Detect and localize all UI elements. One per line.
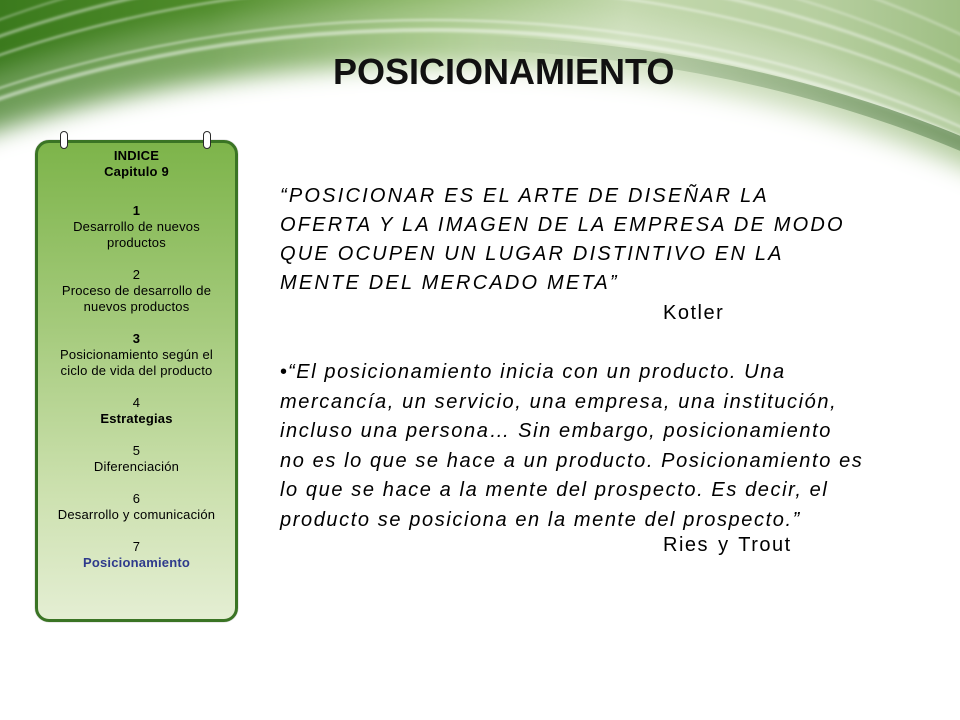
index-chapter: Capitulo 9 <box>104 164 169 179</box>
index-item-number: 7 <box>132 539 141 554</box>
index-item-number: 4 <box>132 395 141 410</box>
quote-line: producto se posiciona en la mente del prospecto.” <box>280 508 801 531</box>
kotler-quote <box>280 182 845 298</box>
index-item-7 <box>44 539 229 571</box>
quote-line: QUE OCUPEN UN LUGAR DISTINTIVO EN LA <box>280 243 784 265</box>
index-item-label: Posicionamiento según el ciclo de vida del producto <box>60 347 213 378</box>
binder-ring-right <box>203 131 211 149</box>
index-item-label: Estrategias <box>100 411 173 426</box>
quote-author-kotler: Kotler <box>663 302 725 324</box>
quote-line: lo que se hace a la mente del prospecto. Es decir, el <box>280 479 829 501</box>
index-item-number: 1 <box>132 203 141 218</box>
index-item-5 <box>44 443 229 475</box>
quote-line: OFERTA Y LA IMAGEN DE LA EMPRESA DE MODO <box>280 214 845 236</box>
quote-line: incluso una persona… Sin embargo, posicionamiento <box>280 420 833 442</box>
index-item-label: Desarrollo de nuevos productos <box>73 219 200 250</box>
index-item-number: 5 <box>132 443 141 458</box>
index-item-label: Desarrollo y comunicación <box>57 507 216 522</box>
slide-title: POSICIONAMIENTO <box>333 51 675 92</box>
quote-line-text: “El posicionamiento inicia con un producto. Una <box>288 361 786 383</box>
index-item-6 <box>44 491 229 523</box>
quote-line: “POSICIONAR ES EL ARTE DE DISEÑAR LA <box>280 185 769 207</box>
quote-line: MENTE DEL MERCADO META” <box>280 272 619 294</box>
index-item-label: Diferenciación <box>93 459 180 474</box>
bullet-marker: • <box>280 361 288 383</box>
index-item-2 <box>44 267 229 315</box>
index-item-3 <box>44 331 229 379</box>
index-heading: INDICE <box>113 148 160 163</box>
index-item-label: Proceso de desarrollo de nuevos productos <box>61 283 212 314</box>
quote-line <box>280 358 863 388</box>
index-item-number: 2 <box>132 267 141 282</box>
index-notepad-panel <box>35 140 238 622</box>
binder-ring-left <box>60 131 68 149</box>
index-item-number: 6 <box>132 491 141 506</box>
quote-line: mercancía, un servicio, una empresa, una institución, <box>280 390 838 413</box>
ries-trout-quote <box>280 358 863 535</box>
quote-author-ries-trout: Ries y Trout <box>663 534 792 556</box>
quote-line: no es lo que se hace a un producto. Posicionamiento es <box>280 449 864 472</box>
index-item-label: Posicionamiento <box>82 555 191 570</box>
index-item-1 <box>44 203 229 251</box>
index-item-number: 3 <box>132 331 141 346</box>
index-item-4 <box>44 395 229 427</box>
